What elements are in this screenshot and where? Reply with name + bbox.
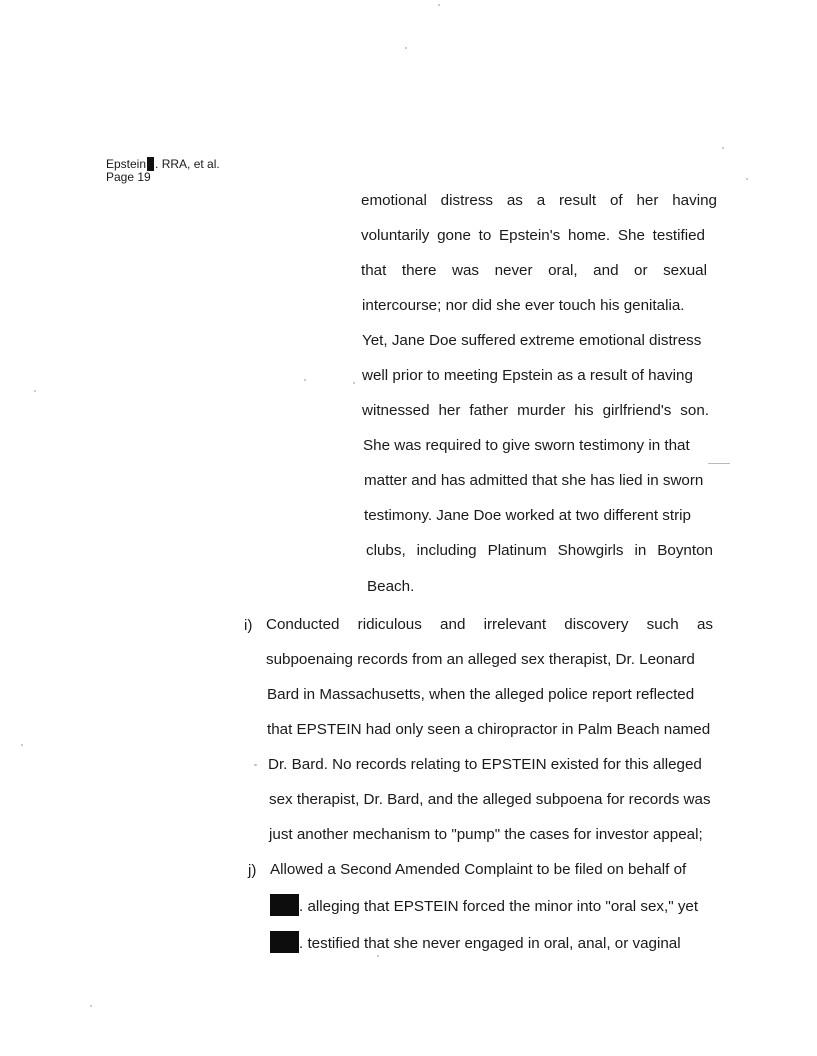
caption-name: Epstein (106, 157, 147, 171)
redacted-line-text: . testified that she never engaged in oral, anal, or vaginal (299, 935, 681, 952)
paragraph-line: emotional distress as a result of her having (361, 192, 717, 209)
redaction-block (270, 894, 299, 916)
scan-speck (746, 178, 748, 180)
list-item-line: subpoenaing records from an alleged sex therapist, Dr. Leonard (266, 651, 695, 668)
scan-speck (377, 955, 379, 957)
scan-speck (304, 379, 306, 381)
list-item-line (270, 931, 681, 953)
scan-speck (722, 147, 724, 149)
page-header (106, 157, 220, 184)
page-number: Page 19 (106, 170, 151, 184)
scan-speck (438, 4, 440, 6)
scan-speck (90, 1005, 92, 1007)
redaction-mark (147, 157, 154, 171)
scan-speck (21, 744, 23, 746)
list-item-line: Dr. Bard. No records relating to EPSTEIN existed for this alleged (268, 756, 702, 773)
list-item-line: just another mechanism to "pump" the cases for investor appeal; (269, 826, 703, 843)
paragraph-line: that there was never oral, and or sexual (361, 262, 707, 279)
paragraph-line: voluntarily gone to Epstein's home. She testified (361, 227, 705, 244)
redacted-line-text: . alleging that EPSTEIN forced the minor into "oral sex," yet (299, 898, 699, 915)
scan-speck (405, 47, 407, 49)
paragraph-line: She was required to give sworn testimony in that (363, 437, 690, 454)
paragraph-line: testimony. Jane Doe worked at two different strip (364, 507, 691, 524)
scan-speck (254, 764, 257, 766)
paragraph-line: Yet, Jane Doe suffered extreme emotional distress (362, 332, 702, 349)
scan-speck (34, 390, 36, 392)
scan-mark (708, 463, 730, 464)
paragraph-line: matter and has admitted that she has lied in sworn (364, 472, 704, 489)
list-marker: i) (244, 617, 253, 634)
redaction-block (270, 931, 299, 953)
paragraph-line: Beach. (367, 578, 415, 595)
list-item-line: Bard in Massachusetts, when the alleged police report reflected (267, 686, 695, 703)
list-item-line: Conducted ridiculous and irrelevant discovery such as (266, 616, 713, 633)
list-marker: j) (248, 862, 257, 879)
scan-speck (353, 382, 355, 384)
list-item-line: that EPSTEIN had only seen a chiropractor in Palm Beach named (267, 721, 711, 738)
list-item-line: Allowed a Second Amended Complaint to be filed on behalf of (270, 861, 687, 878)
caption-rest: . RRA, et al. (155, 157, 220, 171)
list-item-line: sex therapist, Dr. Bard, and the alleged subpoena for records was (269, 791, 711, 808)
paragraph-line: witnessed her father murder his girlfriend's son. (362, 402, 709, 419)
paragraph-line: clubs, including Platinum Showgirls in Boynton (366, 542, 713, 559)
paragraph-line: well prior to meeting Epstein as a result of having (362, 367, 693, 384)
list-item-line (270, 894, 698, 916)
paragraph-line: intercourse; nor did she ever touch his genitalia. (362, 297, 685, 314)
case-caption (106, 157, 220, 171)
